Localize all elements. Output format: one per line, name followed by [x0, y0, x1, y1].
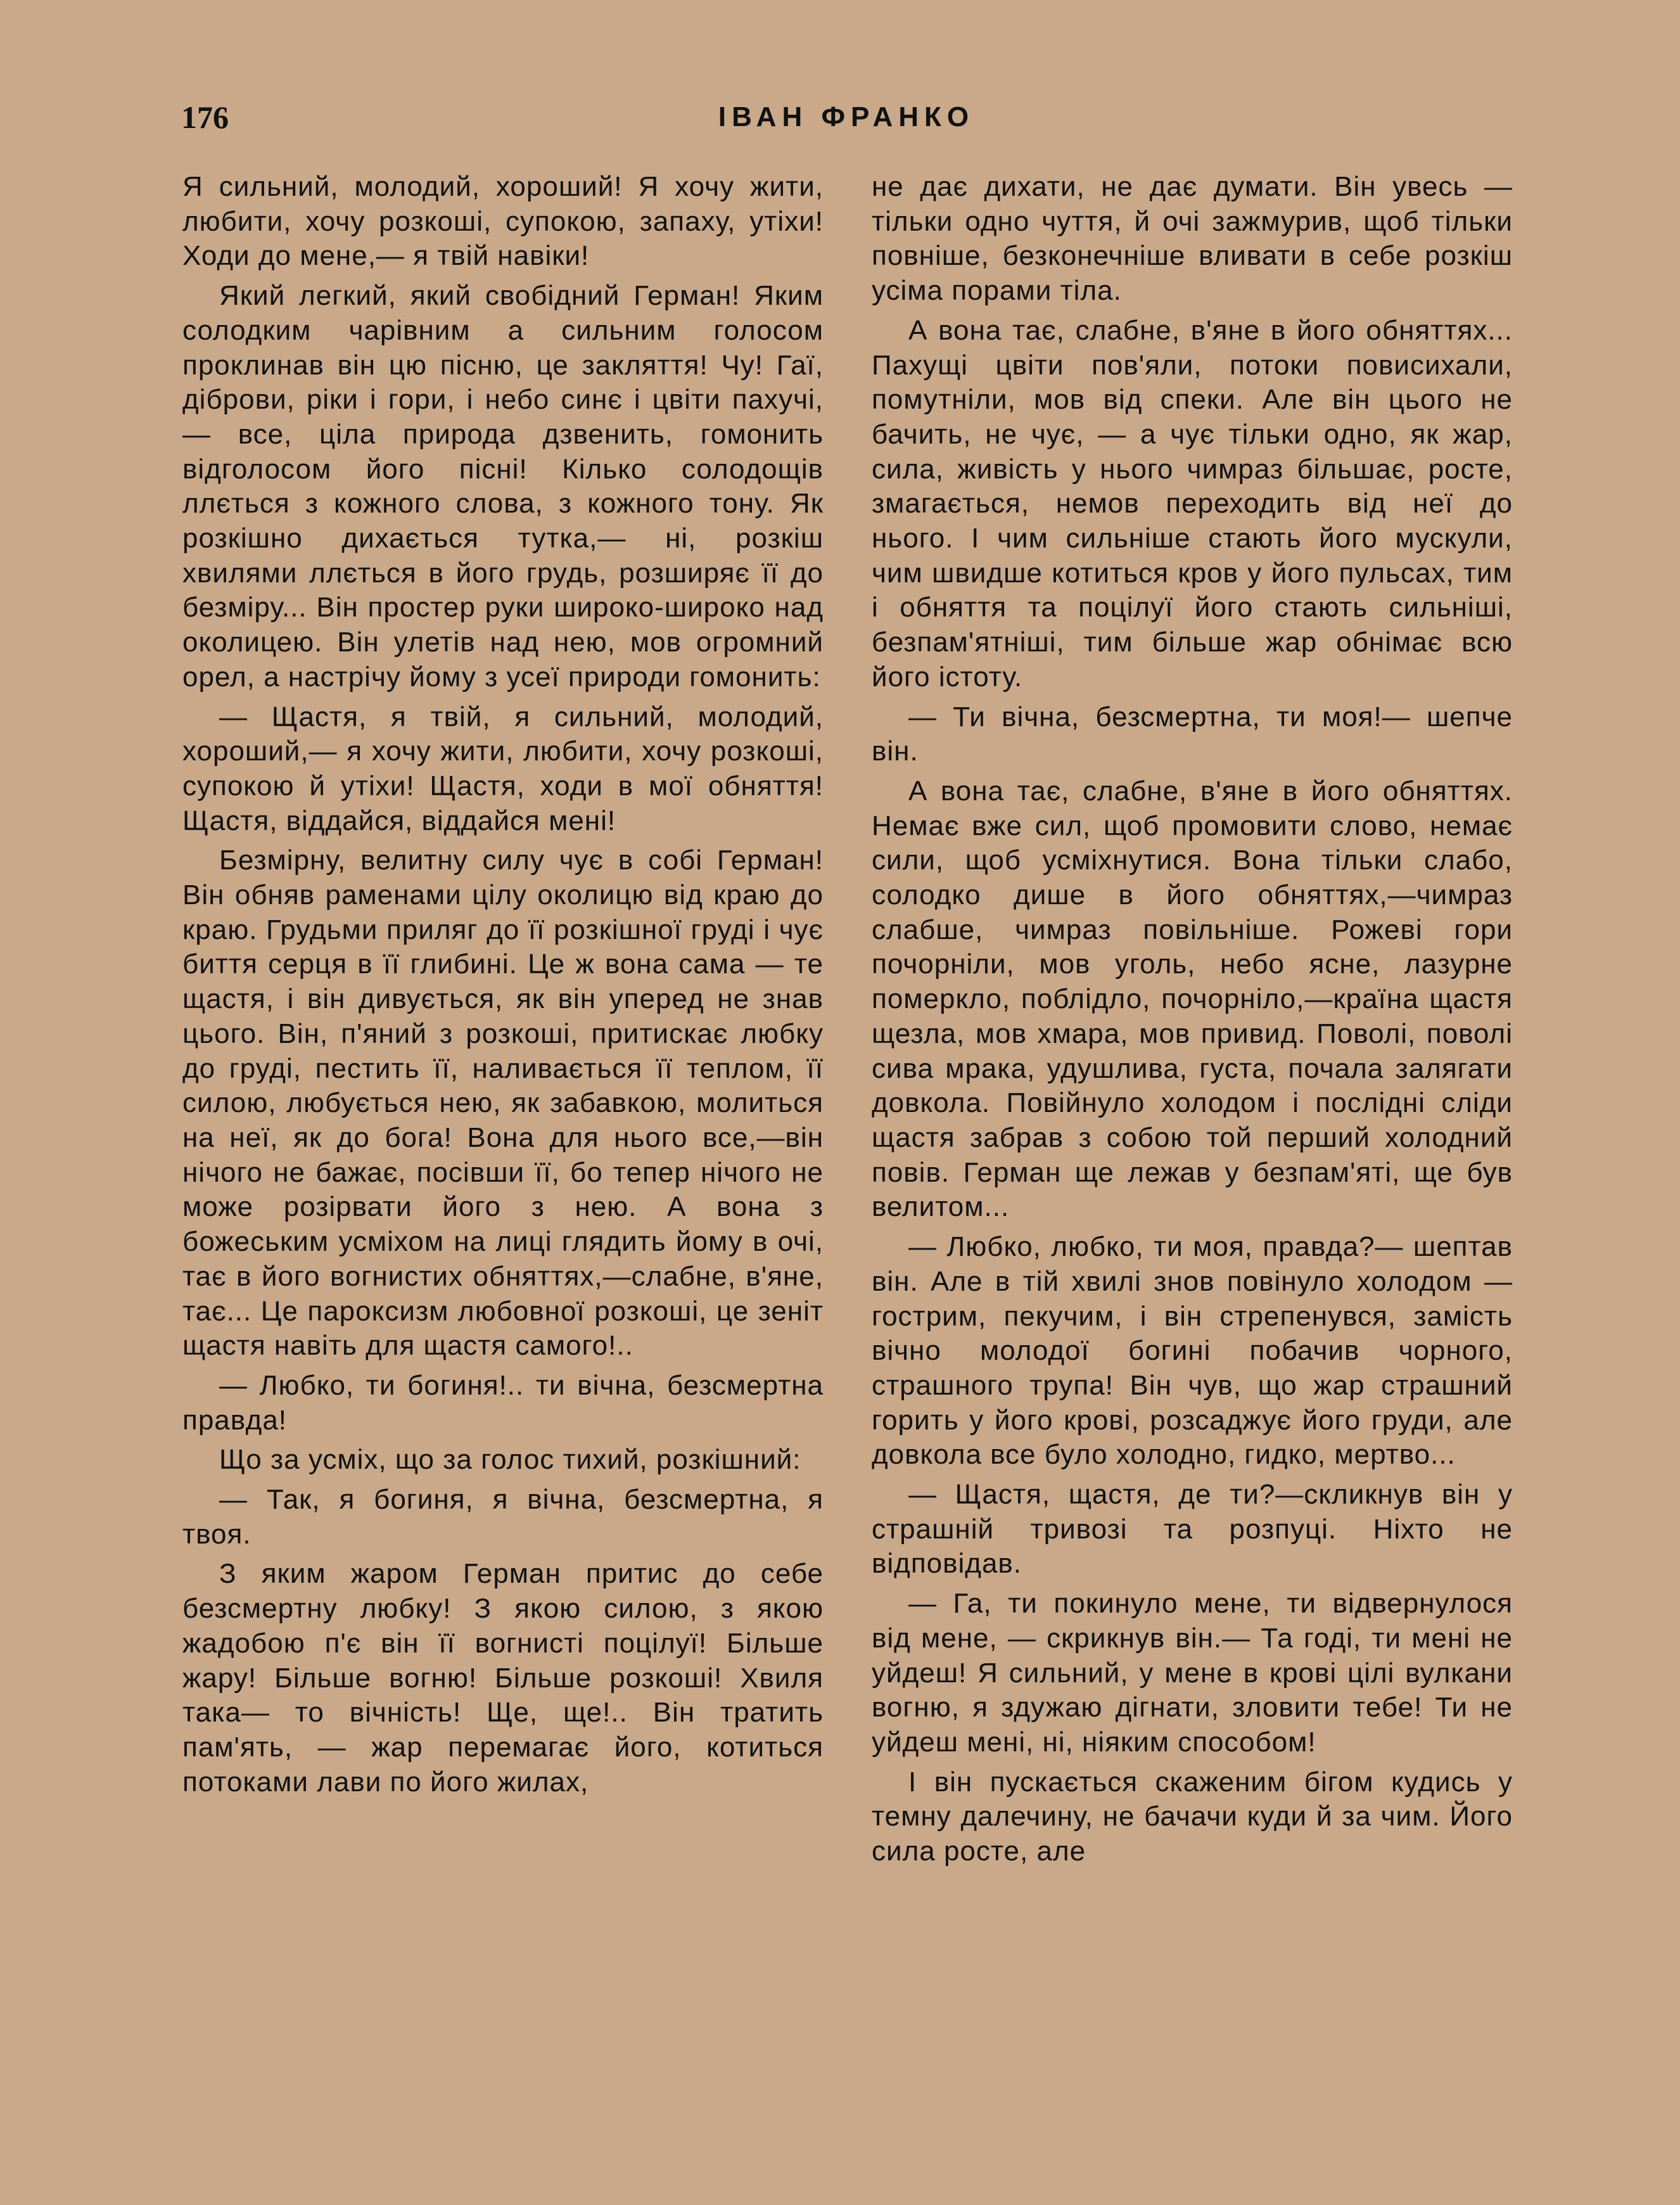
left-column [182, 170, 824, 2071]
paragraph: не дає дихати, не дає думати. Він увесь — тільки одно чуття, й очі зажмурив, щоб тільки повніше, безконечніше вливати в себе розкіш усіма порами тіла. [872, 171, 1513, 307]
paragraph: Безмірну, велитну силу чує в собі Герман! Він обняв раменами цілу околицю від краю до краю. Грудьми приляг до її розкішної груді і чує биття серця в її глибині. Це ж вона сама — те щастя, і він дивується, як він уперед не знав цього. Він, п'яний з розкоші, притискає любку до груді, пестить її, наливається її теплом, її силою, любується нею, як забавкою, молиться на неї, як до бога! Вона для нього все,—він нічого не бажає, посівши її, бо тепер нічого не може розірвати його з нею. А вона з божеським усміхом на лиці глядить йому в очі, тає в його вогнистих обняттях,—слабне, в'яне, тає... Це пароксизм любовної розкоші, це зеніт щастя навіть для щастя самого!.. [182, 845, 824, 1362]
page-number: 176 [181, 99, 229, 135]
paragraph: Що за усміх, що за голос тихий, розкішний: [219, 1444, 801, 1476]
paragraph: — Так, я богиня, я вічна, безсмертна, я твоя. [182, 1484, 824, 1550]
paragraph: — Любко, любко, ти моя, правда?— шептав він. Але в тій хвилі знов повінуло холодом — гострим, пекучим, і він стрепенувся, замість вічно молодої богині побачив чорного, страшного трупа! Він чув, що жар страшний горить у його крові, розсаджує його груди, але довкола все було холодно, гидко, мертво... [872, 1231, 1513, 1471]
paragraph: А вона тає, слабне, в'яне в його обняттях. Немає вже сил, щоб промовити слово, немає сили, щоб усміхнутися. Вона тільки слабо, солодко дише в його обняттях,—чимраз слабше, чимраз повільніше. Рожеві гори почорніли, мов уголь, небо ясне, лазурне померкло, поблідло, почорніло,—країна щастя щезла, мов хмара, мов привид. Поволі, поволі сива мрака, удушлива, густа, почала залягати довкола. Повійнуло холодом і послідні сліди щастя забрав з собою той перший холодний повів. Герман ще лежав у безпам'яті, ще був велитом... [872, 775, 1513, 1223]
paragraph: — Любко, ти богиня!.. ти вічна, безсмертна правда! [182, 1369, 824, 1436]
paragraph: З яким жаром Герман притис до себе безсмертну любку! З якою силою, з якою жадобою п'є він її вогнисті поцілуї! Більше жару! Більше вогню! Більше розкоші! Хвиля така— то вічність! Ще, ще!.. Він тратить пам'ять, — жар перемагає його, котиться потоками лави по його жилах, [182, 1558, 824, 1798]
paragraph: А вона тає, слабне, в'яне в його обняттях... Пахущі цвіти пов'яли, потоки повисихали, помутніли, мов від спеки. Але він цього не бачить, не чує, — а чує тільки одно, як жар, сила, живість у нього чимраз більшає, росте, змагається, немов переходить від неї до нього. І чим сильніше стають його мускули, чим швидше котиться кров у його пульсах, тим і обняття та поцілуї його стають сильніші, безпам'ятніші, тим більше жар обнімає всю його істоту. [872, 314, 1513, 693]
running-head: ІВАН ФРАНКО [718, 101, 975, 132]
paragraph: І він пускається скаженим бігом кудись у темну далечину, не бачачи куди й за чим. Його сила росте, але [872, 1766, 1513, 1867]
paragraph: Я сильний, молодий, хороший! Я хочу жити, любити, хочу розкоші, супокою, запаху, утіхи! Ходи до мене,— я твій навіки! [182, 171, 824, 272]
page-header [181, 99, 1511, 137]
paragraph: — Га, ти покинуло мене, ти відвернулося від мене, — скрикнув він.— Та годі, ти мені не уйдеш! Я сильний, у мене в крові цілі вулкани вогню, я здужаю дігнати, зловити тебе! Ти не уйдеш мені, ні, ніяким способом! [872, 1588, 1513, 1758]
paragraph: Який легкий, який свобідний Герман! Яким солодким чарівним а сильним голосом проклинав він цю пісню, це закляття! Чу! Гаї, діброви, ріки і гори, і небо синє і цвіти пахучі, — все, ціла природа дзвенить, гомонить відголосом його пісні! Кілько солодощів ллється з кожного слова, з кожного тону. Як розкішно дихається тутка,— ні, розкіш хвилями ллється в його грудь, розширяє її до безміру... Він простер руки широко-широко над околицею. Він улетів над нею, мов огромний орел, а настрічу йому з усеї природи гомонить: [182, 280, 824, 693]
paragraph: — Щастя, я твій, я сильний, молодий, хороший,— я хочу жити, любити, хочу розкоші, супокою й утіхи! Щастя, ходи в мої обняття! Щастя, віддайся, віддайся мені! [182, 701, 824, 836]
paragraph: — Щастя, щастя, де ти?—скликнув він у страшній тривозі та розпуці. Ніхто не відповідав. [872, 1479, 1513, 1580]
paragraph: — Ти вічна, безсмертна, ти моя!— шепче він. [872, 701, 1513, 767]
right-column [872, 170, 1513, 2071]
